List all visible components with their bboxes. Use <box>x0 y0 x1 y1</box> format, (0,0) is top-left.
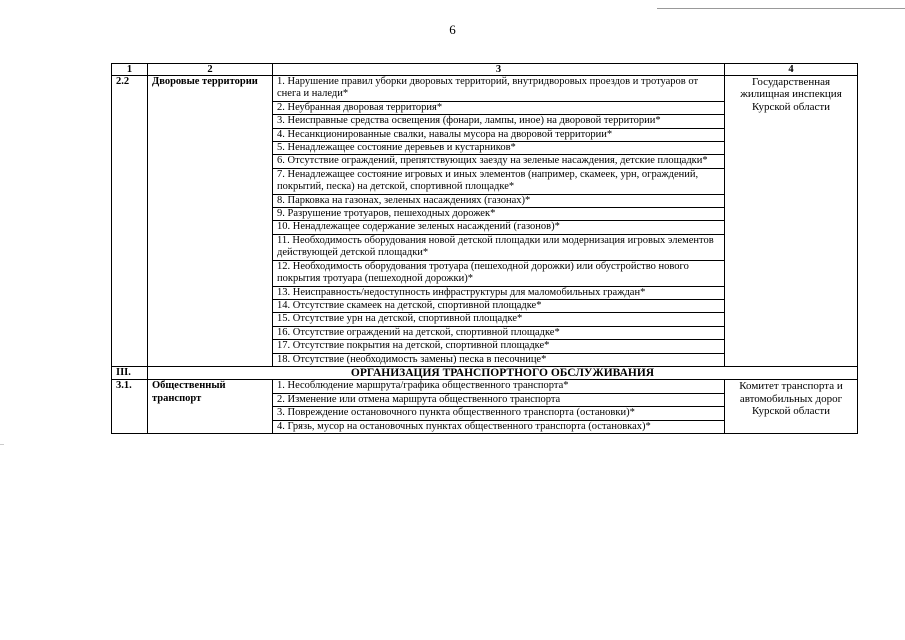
list-item: 11. Необходимость оборудования новой детской площадки или модернизация игровых элементов действующей детской площадки* <box>273 234 725 260</box>
section-title: ОРГАНИЗАЦИЯ ТРАНСПОРТНОГО ОБСЛУЖИВАНИЯ <box>148 366 858 379</box>
list-item: 8. Парковка на газонах, зеленых насаждениях (газонах)* <box>273 194 725 207</box>
appeals-table <box>111 63 858 434</box>
table-body <box>112 76 858 434</box>
table-row <box>112 76 858 102</box>
list-item: 12. Необходимость оборудования тротуара (пешеходной дорожки) или обустройство нового покрытия тротуара (пешеходной дорожки)* <box>273 260 725 286</box>
group-name: Общественный транспорт <box>148 380 273 434</box>
list-item: 6. Отсутствие ограждений, препятствующих заезду на зеленые насаждения, детские площадки* <box>273 155 725 168</box>
header-col-1: 1 <box>112 64 148 76</box>
table-row <box>112 380 858 393</box>
list-item: 4. Несанкционированные свалки, навалы мусора на дворовой территории* <box>273 128 725 141</box>
header-col-3: 3 <box>273 64 725 76</box>
responsible-organization: Комитет транспорта и автомобильных дорог Курской области <box>725 380 858 434</box>
list-item: 5. Ненадлежащее состояние деревьев и кустарников* <box>273 142 725 155</box>
list-item: 3. Повреждение остановочного пункта общественного транспорта (остановки)* <box>273 407 725 420</box>
group-name: Дворовые территории <box>148 76 273 367</box>
list-item: 10. Ненадлежащее содержание зеленых насаждений (газонов)* <box>273 221 725 234</box>
list-item: 9. Разрушение тротуаров, пешеходных дорожек* <box>273 208 725 221</box>
list-item: 2. Изменение или отмена маршрута общественного транспорта <box>273 393 725 406</box>
header-col-4: 4 <box>725 64 858 76</box>
section-row <box>112 366 858 379</box>
list-item: 13. Неисправность/недоступность инфраструктуры для маломобильных граждан* <box>273 286 725 299</box>
list-item: 4. Грязь, мусор на остановочных пунктах общественного транспорта (остановках)* <box>273 420 725 433</box>
header-row <box>112 64 858 76</box>
margin-mark <box>0 444 4 445</box>
list-item: 1. Нарушение правил уборки дворовых территорий, внутридворовых проездов и тротуаров от снега и наледи* <box>273 76 725 102</box>
group-number: 2.2 <box>112 76 148 367</box>
list-item: 14. Отсутствие скамеек на детской, спортивной площадке* <box>273 299 725 312</box>
group-number: 3.1. <box>112 380 148 434</box>
list-item: 16. Отсутствие ограждений на детской, спортивной площадке* <box>273 326 725 339</box>
list-item: 2. Неубранная дворовая территория* <box>273 101 725 114</box>
responsible-organization: Государственная жилищная инспекция Курской области <box>725 76 858 367</box>
list-item: 3. Неисправные средства освещения (фонари, лампы, иное) на дворовой территории* <box>273 115 725 128</box>
list-item: 1. Несоблюдение маршрута/графика общественного транспорта* <box>273 380 725 393</box>
section-number: III. <box>112 366 148 379</box>
header-col-2: 2 <box>148 64 273 76</box>
list-item: 17. Отсутствие покрытия на детской, спортивной площадке* <box>273 340 725 353</box>
list-item: 15. Отсутствие урн на детской, спортивной площадке* <box>273 313 725 326</box>
list-item: 7. Ненадлежащее состояние игровых и иных элементов (например, скамеек, урн, ограждений, покрытий, песка) на детской, спортивной площадке* <box>273 168 725 194</box>
top-rule <box>657 8 905 9</box>
page-number: 6 <box>449 22 456 37</box>
list-item: 18. Отсутствие (необходимость замены) песка в песочнице* <box>273 353 725 366</box>
